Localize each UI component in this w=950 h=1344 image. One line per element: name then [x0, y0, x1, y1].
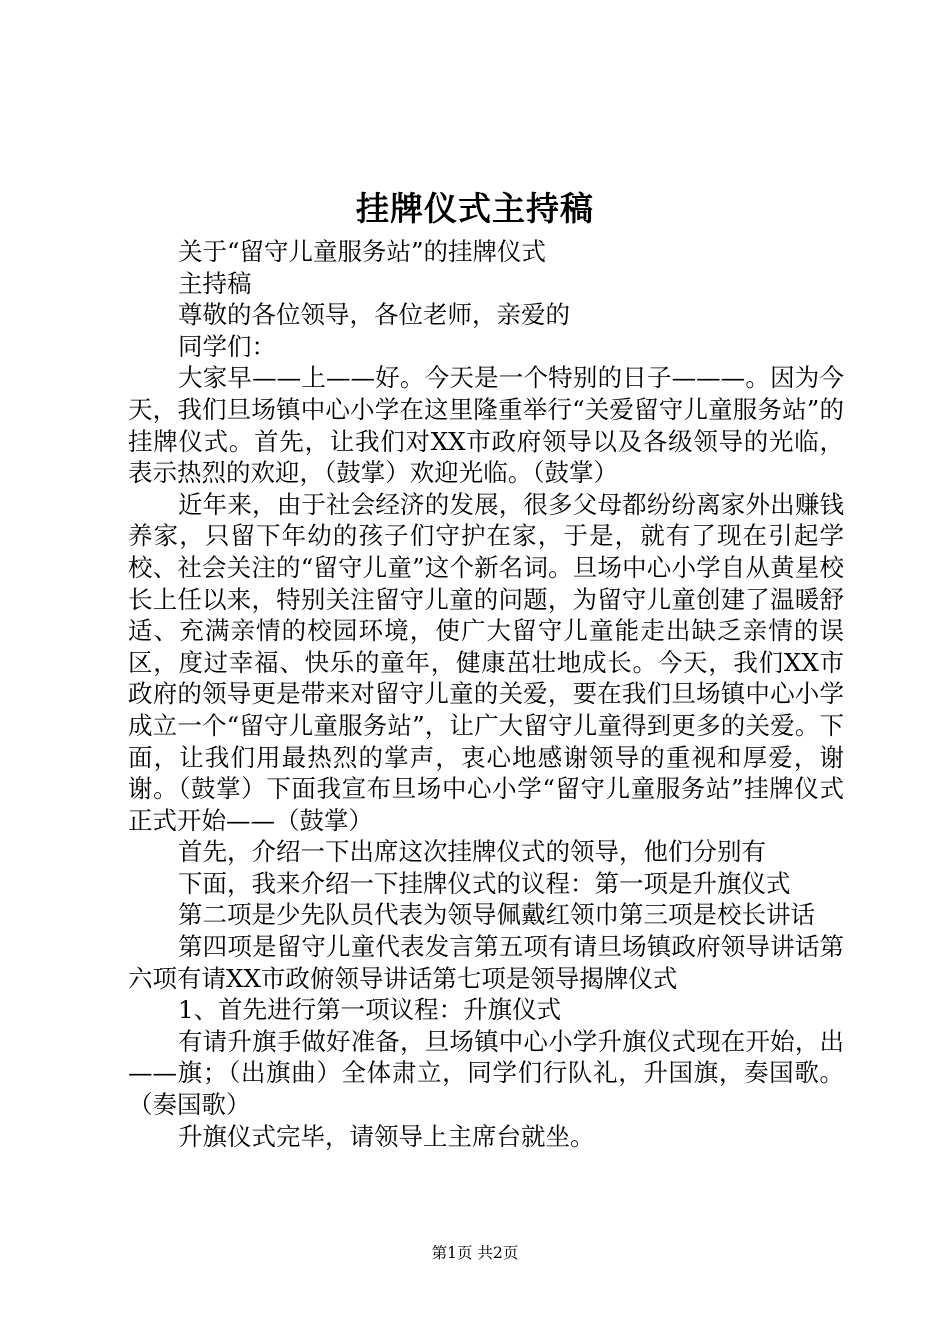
paragraph-13: 升旗仪式完毕，请领导上主席台就坐。: [178, 1121, 595, 1151]
document-body: [128, 236, 844, 1152]
paragraph-9: 第二项是少先队员代表为领导佩戴红领巾第三项是校长讲话: [178, 900, 815, 930]
paragraph-2: 主持稿: [178, 268, 252, 298]
page-footer: 第1页 共2页: [431, 1244, 519, 1262]
paragraph-5: 大家早——上——好。今天是一个特别的日子———。因为今天，我们旦场镇中心小学在这里隆重举行“关爱留守儿童服务站”的挂牌仪式。首先，让我们对XX市政府领导以及各级领导的光临，表示热烈的欢迎，（鼓掌）欢迎光临。（鼓掌）: [128, 363, 844, 488]
paragraph-4: 同学们：: [178, 331, 276, 361]
paragraph-12: 有请升旗手做好准备，旦场镇中心小学升旗仪式现在开始，出——旗；（出旗曲）全体肃立，同学们行队礼，升国旗，奏国歌。（奏国歌）: [128, 1026, 844, 1120]
paragraph-10: 第四项是留守儿童代表发言第五项有请旦场镇政府领导讲话第六项有请XX市政俯领导讲话第七项是领导揭牌仪式: [128, 932, 844, 993]
document-title: 挂牌仪式主持稿: [356, 189, 594, 228]
paragraph-1: 关于“留守儿童服务站”的挂牌仪式: [178, 237, 547, 266]
paragraph-11: 1、首先进行第一项议程：升旗仪式: [178, 995, 562, 1025]
paragraph-8: 下面，我来介绍一下挂牌仪式的议程：第一项是升旗仪式: [178, 868, 791, 898]
paragraph-7: 首先，介绍一下出席这次挂牌仪式的领导，他们分别有: [178, 837, 766, 867]
paragraph-6: 近年来，由于社会经济的发展，很多父母都纷纷离家外出赚钱养家，只留下年幼的孩子们守护在家，于是，就有了现在引起学校、社会关注的“留守儿童”这个新名词。旦场中心小学自从黄星校长上任以来，特别关注留守儿童的问题，为留守儿童创建了温暖舒适、充满亲情的校园环境，使广大留守儿童能走出缺乏亲情的误区，度过幸福、快乐的童年，健康茁壮地成长。今天，我们XX市政府的领导更是带来对留守儿童的关爱，要在我们旦场镇中心小学成立一个“留守儿童服务站”，让广大留守儿童得到更多的关爱。下面，让我们用最热烈的掌声，衷心地感谢领导的重视和厚爱，谢谢。（鼓掌）下面我宣布旦场中心小学“留守儿童服务站”挂牌仪式正式开始——（鼓掌）: [128, 489, 844, 835]
paragraph-3: 尊敬的各位领导，各位老师，亲爱的: [178, 300, 570, 330]
